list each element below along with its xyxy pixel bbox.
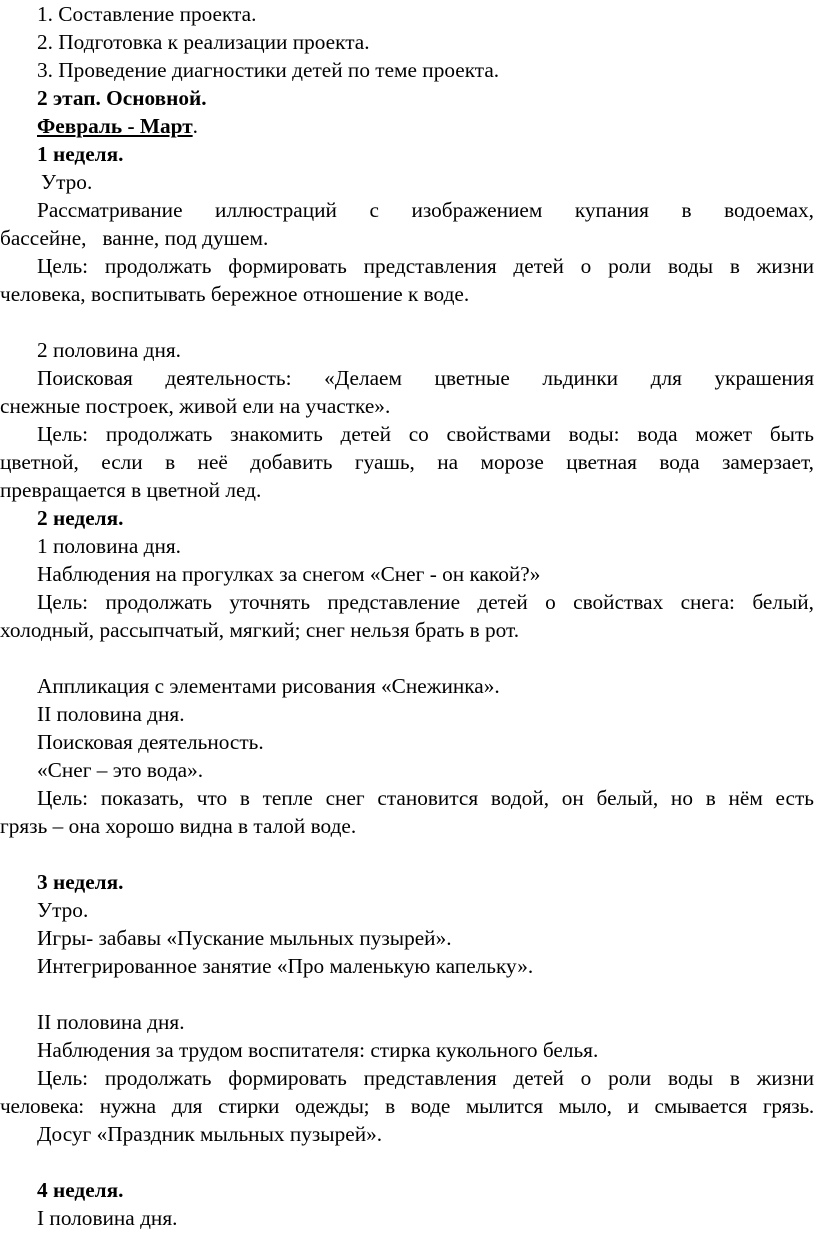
paragraph-line: Цель: показать, что в тепле снег становится водой, он белый, но в нём есть <box>37 786 814 810</box>
paragraph-line: бассейне, ванне, под душем. <box>0 226 269 250</box>
week-1-afternoon-label: 2 половина дня. <box>37 338 181 362</box>
paragraph-line: снежные построек, живой ели на участке». <box>0 394 391 418</box>
paragraph-line: холодный, рассыпчатый, мягкий; снег нельзя брать в рот. <box>0 618 520 642</box>
paragraph-line: Наблюдения за трудом воспитателя: стирка кукольного белья. <box>37 1038 599 1062</box>
week-2-second-half-label: II половина дня. <box>37 702 185 726</box>
paragraph-line: Рассматривание иллюстраций с изображением купания в водоемах, <box>37 198 814 222</box>
week-1-heading: 1 неделя. <box>37 142 124 166</box>
week-1-morning-label: Утро. <box>41 170 93 194</box>
week-2-first-half-label: 1 половина дня. <box>37 534 181 558</box>
paragraph-line: Цель: продолжать формировать представления детей о роли воды в жизни <box>37 1066 814 1090</box>
list-item-3: 3. Проведение диагностики детей по теме проекта. <box>37 58 500 82</box>
paragraph-line: цветной, если в неё добавить гуашь, на морозе цветная вода замерзает, <box>0 450 814 474</box>
period-heading-dot: . <box>192 114 198 138</box>
paragraph-line: Интегрированное занятие «Про маленькую капельку». <box>37 954 534 978</box>
paragraph-line: «Снег – это вода». <box>37 758 204 782</box>
week-3-second-half-label: II половина дня. <box>37 1010 185 1034</box>
week-3-morning-label: Утро. <box>37 898 89 922</box>
period-heading <box>0 112 814 140</box>
paragraph-line: Аппликация с элементами рисования «Снежинка». <box>37 674 500 698</box>
paragraph-line: Поисковая деятельность. <box>37 730 264 754</box>
paragraph-line: Цель: продолжать уточнять представление детей о свойствах снега: белый, <box>37 590 814 614</box>
paragraph-line: грязь – она хорошо видна в талой воде. <box>0 814 357 838</box>
list-item-2: 2. Подготовка к реализации проекта. <box>37 30 370 54</box>
period-heading-text: Февраль - Март <box>37 114 193 138</box>
week-4-first-half-label: I половина дня. <box>37 1206 178 1230</box>
stage-heading: 2 этап. Основной. <box>37 86 207 110</box>
paragraph-line: Цель: продолжать знакомить детей со свойствами воды: вода может быть <box>37 422 814 446</box>
list-item-1: 1. Составление проекта. <box>37 2 257 26</box>
paragraph-line: Поисковая деятельность: «Делаем цветные льдинки для украшения <box>37 366 814 390</box>
paragraph-line: человека, воспитывать бережное отношение к воде. <box>0 282 470 306</box>
week-3-heading: 3 неделя. <box>37 870 124 894</box>
paragraph-line: превращается в цветной лед. <box>0 478 262 502</box>
paragraph-line: Наблюдения на прогулках за снегом «Снег - он какой?» <box>37 562 541 586</box>
paragraph-line: человека: нужна для стирки одежды; в воде мылится мыло, и смывается грязь. <box>0 1094 814 1118</box>
week-4-heading: 4 неделя. <box>37 1178 124 1202</box>
paragraph-line: Цель: продолжать формировать представления детей о роли воды в жизни <box>37 254 814 278</box>
paragraph-line: Игры- забавы «Пускание мыльных пузырей». <box>37 926 452 950</box>
paragraph-line: Досуг «Праздник мыльных пузырей». <box>37 1122 383 1146</box>
week-2-heading: 2 неделя. <box>37 506 124 530</box>
